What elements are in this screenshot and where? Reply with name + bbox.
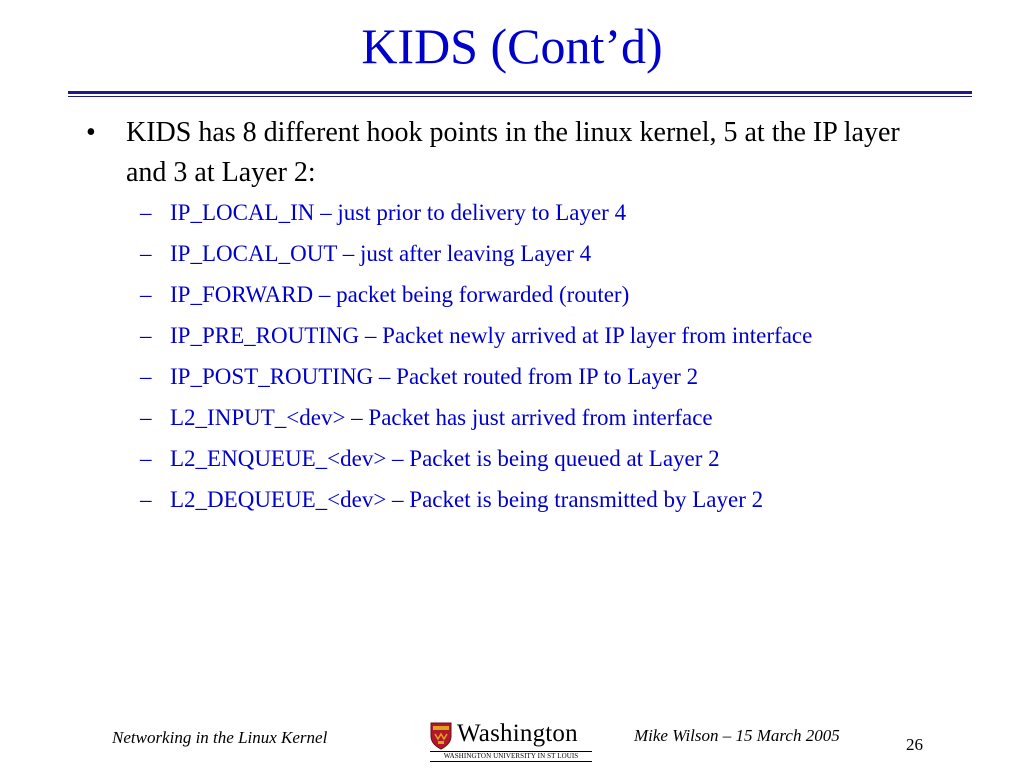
dash-icon: – [140, 446, 152, 471]
hook-point-text: IP_FORWARD – packet being forwarded (router) [170, 282, 630, 307]
dash-icon: – [140, 241, 152, 266]
hook-point-text: L2_DEQUEUE_<dev> – Packet is being transmitted by Layer 2 [170, 487, 764, 512]
hook-point-text: L2_INPUT_<dev> – Packet has just arrived from interface [170, 405, 713, 430]
hook-point-item [140, 360, 940, 394]
hook-point-item [140, 319, 940, 353]
university-logo [430, 720, 595, 762]
dash-icon: – [140, 405, 152, 430]
hook-point-text: IP_LOCAL_OUT – just after leaving Layer 4 [170, 241, 592, 266]
hook-point-text: IP_POST_ROUTING – Packet routed from IP to Layer 2 [170, 364, 699, 389]
hook-point-text: IP_PRE_ROUTING – Packet newly arrived at IP layer from interface [170, 323, 813, 348]
title-rule-thick [68, 91, 972, 94]
title-rule-thin [68, 96, 972, 97]
main-bullet [86, 113, 946, 193]
hook-point-list [140, 196, 940, 524]
dash-icon: – [140, 364, 152, 389]
hook-point-item [140, 483, 940, 517]
hook-point-text: IP_LOCAL_IN – just prior to delivery to Layer 4 [170, 200, 627, 225]
dash-icon: – [140, 487, 152, 512]
dash-icon: – [140, 323, 152, 348]
hook-point-item [140, 442, 940, 476]
dash-icon: – [140, 200, 152, 225]
hook-point-item [140, 237, 940, 271]
logo-subtitle: WASHINGTON UNIVERSITY IN ST LOUIS [443, 752, 579, 760]
slide-title: KIDS (Cont’d) [361, 18, 663, 74]
footer-author-date: Mike Wilson – 15 March 2005 [634, 726, 840, 745]
shield-icon [430, 722, 452, 750]
hook-point-item [140, 196, 940, 230]
footer-course-title: Networking in the Linux Kernel [112, 728, 328, 747]
dash-icon: – [140, 282, 152, 307]
logo-wordmark: Washington [457, 720, 578, 747]
page-number: 26 [906, 735, 923, 754]
hook-point-item [140, 278, 940, 312]
main-bullet-text: KIDS has 8 different hook points in the linux kernel, 5 at the IP layer and 3 at Layer 2: [126, 117, 900, 188]
hook-point-item [140, 401, 940, 435]
bullet-dot-icon: • [86, 117, 96, 148]
hook-point-text: L2_ENQUEUE_<dev> – Packet is being queued at Layer 2 [170, 446, 720, 471]
logo-divider [430, 761, 592, 762]
